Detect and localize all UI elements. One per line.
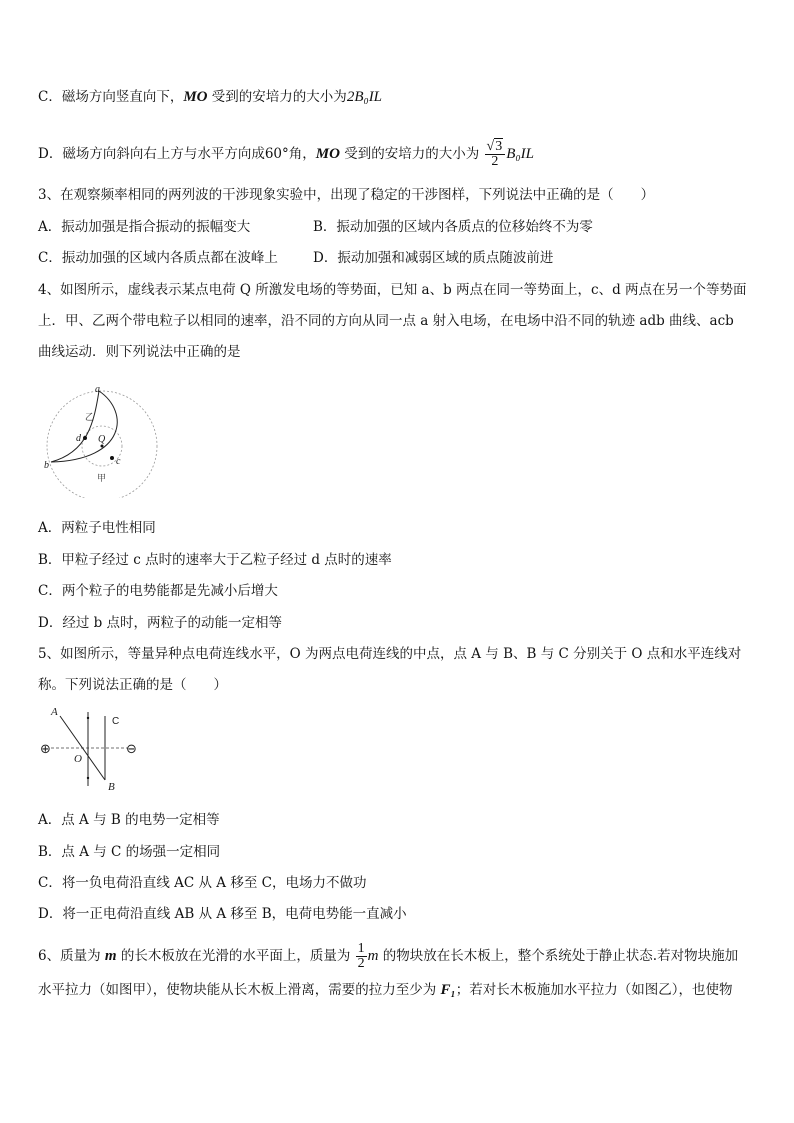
q4-equipotential-figure	[38, 382, 162, 498]
label-d: d	[76, 433, 81, 444]
q4-stem-2: 上．甲、乙两个带电粒子以相同的速率，沿不同的方向从同一点 a 射入电场，在电场中沿不同的轨迹 adb 曲线、acb	[38, 313, 734, 329]
label-c: C	[112, 716, 120, 727]
q5-charges-figure	[38, 700, 148, 796]
q4-option-d: D．经过 b 点时，两粒子的动能一定相等	[38, 615, 283, 631]
negative-charge-icon: ⊖	[126, 742, 137, 757]
q3-option-a: A．振动加强是指合振动的振幅变大	[38, 219, 251, 235]
label-jia: 甲	[97, 474, 107, 484]
trajectory-acb	[51, 391, 117, 462]
q4-option-b: B．甲粒子经过 c 点时的速率大于乙粒子经过 d 点时的速率	[38, 552, 392, 568]
one-half-fraction: $\frac{1}{2}$	[357, 941, 365, 971]
q6-line-1: 6、质量为 m 的长木板放在光滑的水平面上，质量为 $\frac{1}{2}$ m 的物块放在长木板上，整个系统处于静止状态.若对物块施加	[38, 941, 739, 971]
q4-stem-1: 4、如图所示，虚线表示某点电荷 Q 所激发电场的等势面，已知 a、b 两点在同一等势面上，c、d 两点在另一个等势面	[38, 282, 747, 298]
q3-option-c: C．振动加强的区域内各质点都在波峰上	[38, 250, 278, 266]
label-a: A	[51, 706, 58, 718]
q3-option-d: D．振动加强和减弱区域的质点随波前进	[313, 250, 554, 266]
q3-option-b: B．振动加强的区域内各质点的位移始终不为零	[313, 219, 593, 235]
point-d	[83, 436, 87, 440]
q4-option-a: A．两粒子电性相同	[38, 520, 156, 536]
q5-option-b: B．点 A 与 C 的场强一定相同	[38, 844, 221, 860]
sqrt3-over-2: $\frac{√3}{2}$	[485, 140, 506, 169]
q5-stem-2: 称。下列说法正确的是（ ）	[38, 677, 227, 693]
label-b: b	[44, 460, 49, 471]
label-q: Q	[98, 434, 106, 445]
q4-stem-3: 曲线运动．则下列说法中正确的是	[38, 344, 241, 360]
q5-stem-1: 5、如图所示，等量异种点电荷连线水平，O 为两点电荷连线的中点，点 A 与 B、B 与 C 分别关于 O 点和水平连线对	[38, 646, 742, 662]
q6-line-2: 水平拉力（如图甲），使物块能从长木板上滑离，需要的拉力至少为 F₁；若对长木板施加水平拉力（如图乙），也使物	[38, 982, 733, 998]
point-c	[110, 456, 114, 460]
label-o: O	[74, 753, 82, 765]
q2-option-c: C．磁场方向竖直向下，MO 受到的安培力的大小为2B₀IL	[38, 89, 383, 105]
q5-option-a: A．点 A 与 B 的电势一定相等	[38, 812, 220, 828]
q4-option-c: C．两个粒子的电势能都是先减小后增大	[38, 583, 278, 599]
q5-option-c: C．将一负电荷沿直线 AC 从 A 移至 C，电场力不做功	[38, 875, 367, 891]
label-b: B	[108, 781, 115, 793]
q3-stem: 3、在观察频率相同的两列波的干涉现象实验中，出现了稳定的干涉图样，下列说法中正确的是（ ）	[38, 187, 655, 203]
label-c: c	[116, 456, 121, 467]
q5-option-d: D．将一正电荷沿直线 AB 从 A 移至 B，电荷电势能一直减小	[38, 906, 407, 922]
trajectory-adb	[51, 391, 99, 462]
positive-charge-icon: ⊕	[40, 742, 51, 757]
label-a: a	[95, 384, 100, 395]
label-yi: 乙	[85, 413, 95, 423]
q2-option-d: D．磁场方向斜向右上方与水平方向成60°角，MO 受到的安培力的大小为 $\frac{√3}{2}$ B₀IL	[38, 139, 534, 169]
